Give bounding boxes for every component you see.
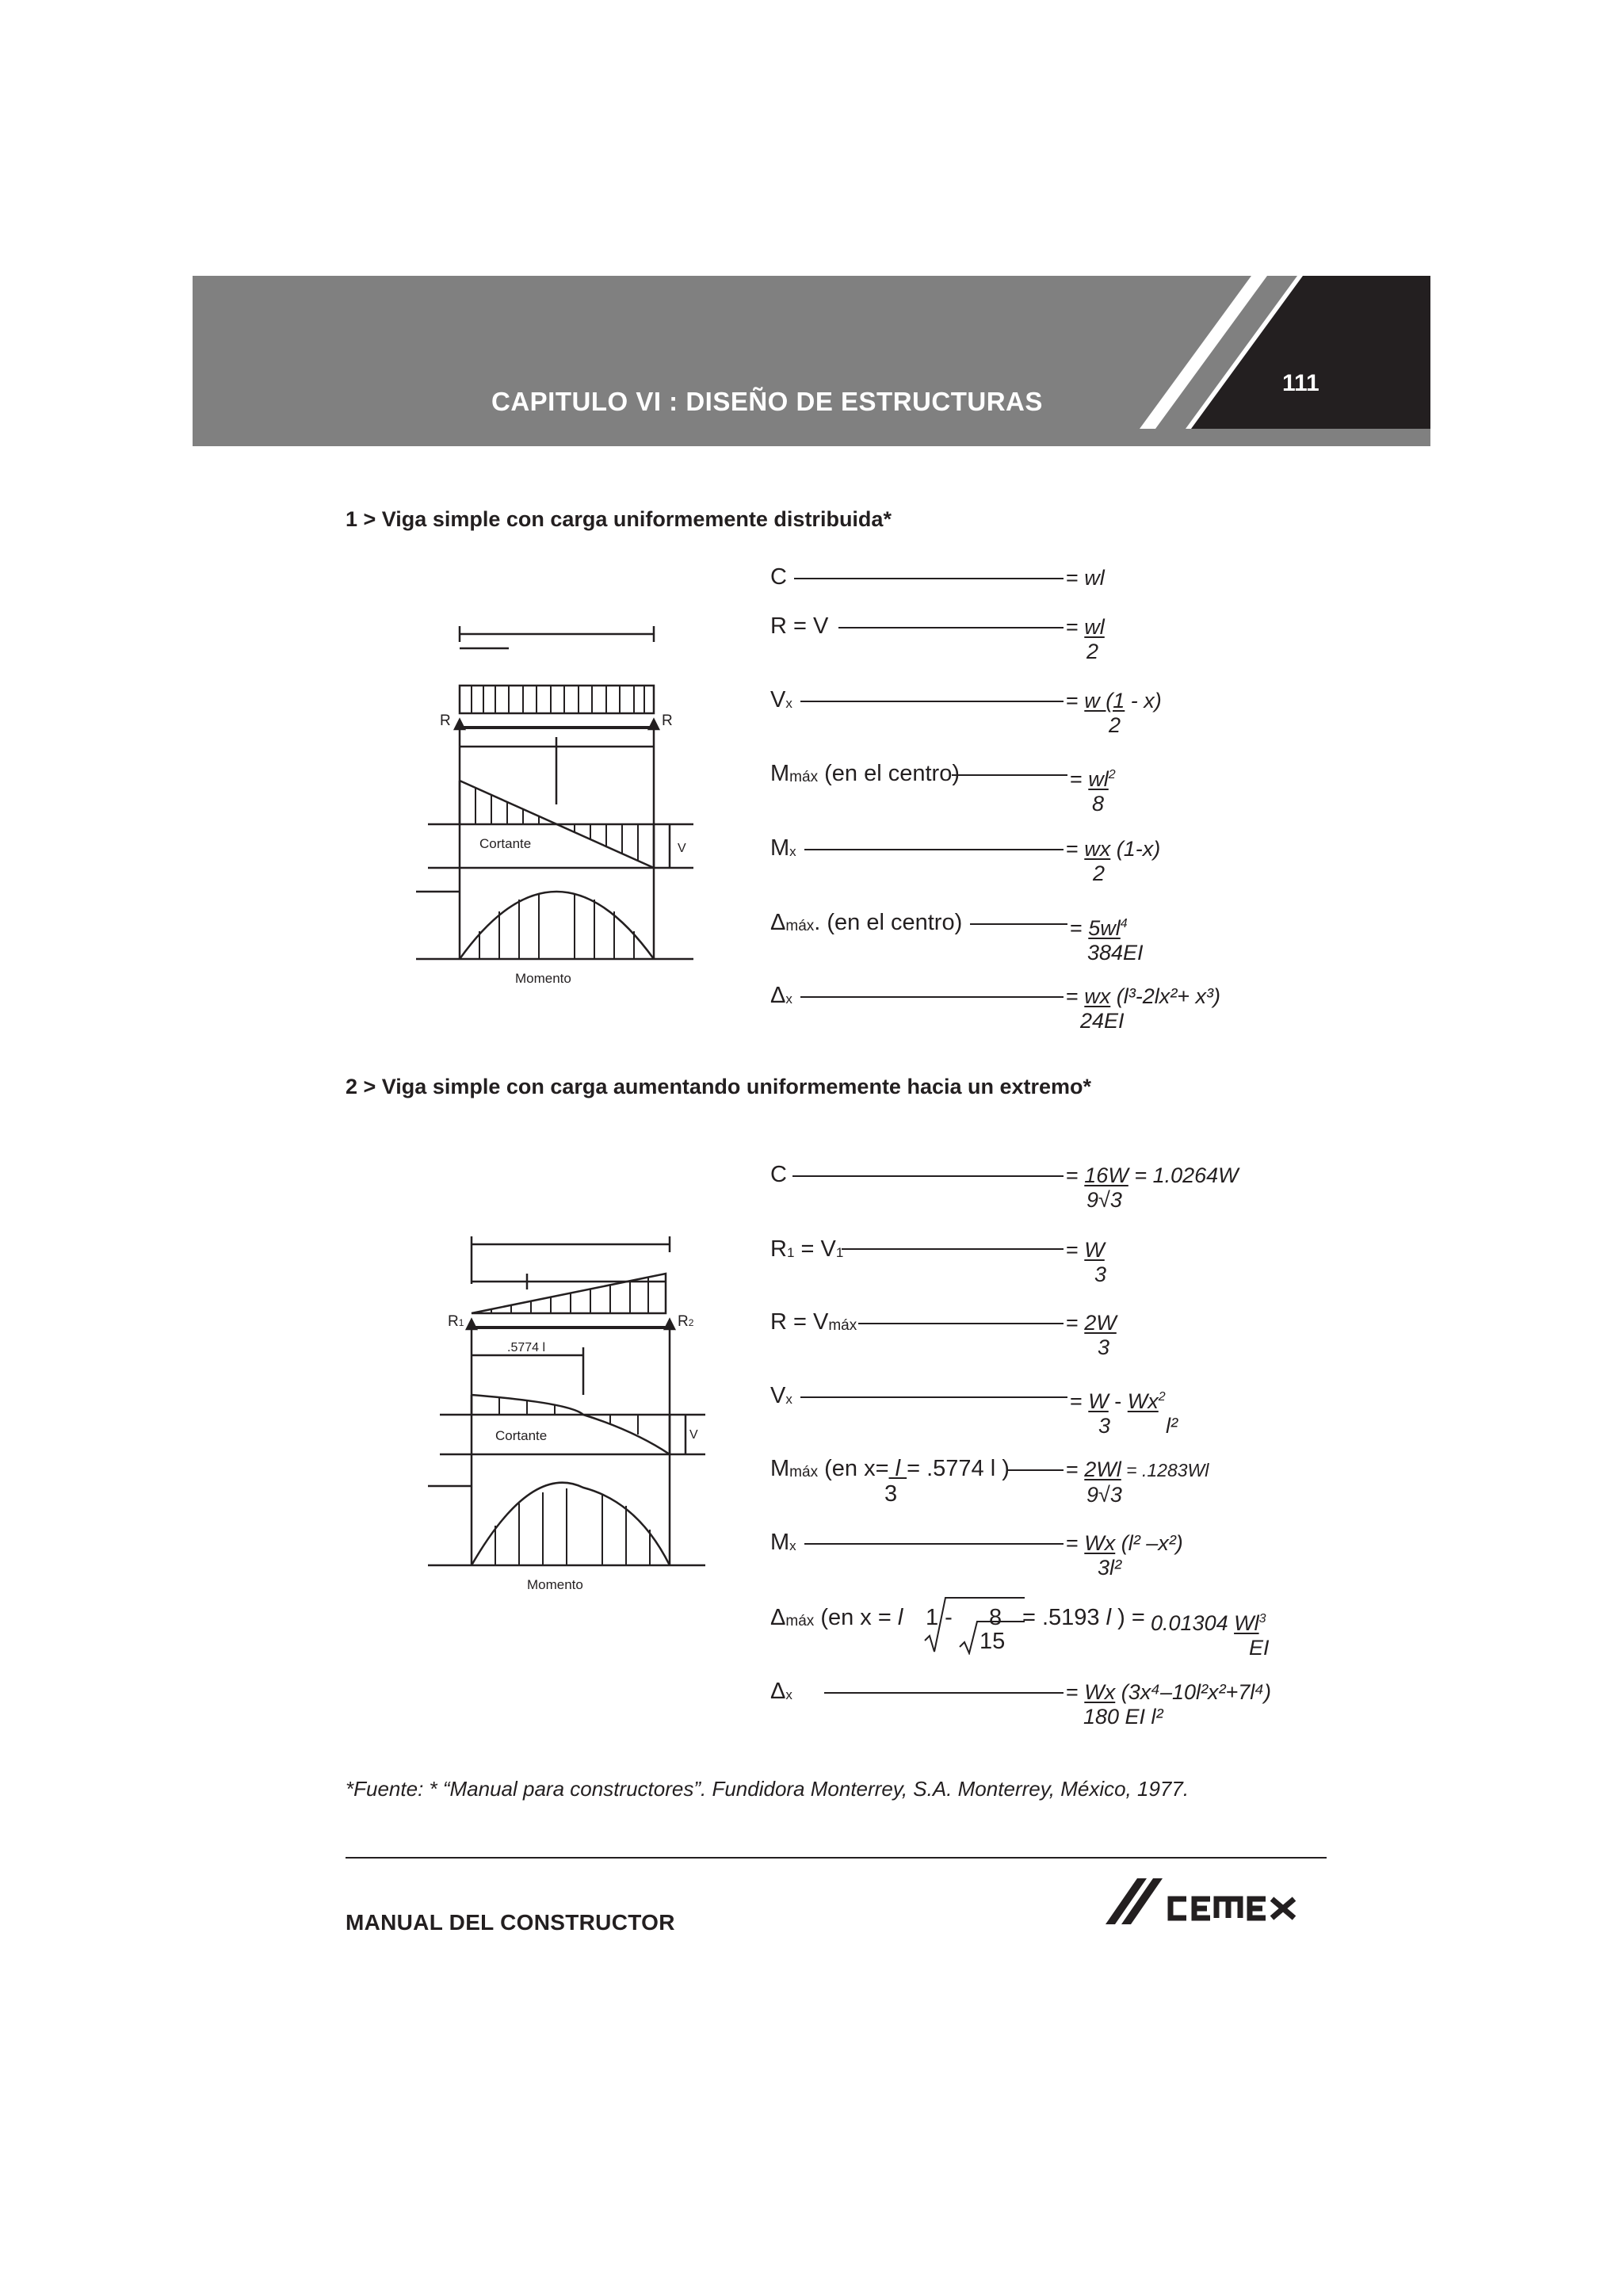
shear-label: Cortante <box>495 1428 548 1443</box>
formula-value: = Wx (3x⁴–10l²x²+7l⁴) 180 EI l² <box>1066 1680 1271 1729</box>
leader-line <box>1006 1469 1064 1471</box>
formula-value: = 2W 3 <box>1066 1311 1117 1359</box>
formula-value: = w (1 - x) 2 <box>1066 689 1162 737</box>
distance-label: .5774 l <box>507 1341 546 1354</box>
leader-line <box>800 996 1064 998</box>
formula-value: = 2Wl = .1283Wl 9√3 <box>1066 1457 1209 1507</box>
formula-label: $R_1 = V_1$ <box>770 1236 844 1262</box>
support-label-r2: R2 <box>678 1313 694 1330</box>
manual-title: MANUAL DEL CONSTRUCTOR <box>346 1910 675 1935</box>
formula-value: = wx (l³-2lx²+ x³) 24EI <box>1066 984 1221 1033</box>
leader-line <box>952 774 1067 776</box>
leader-line <box>800 701 1064 702</box>
formula-label: $V_x$ <box>770 687 792 712</box>
chapter-header <box>193 276 1430 446</box>
leader-line <box>800 1396 1067 1398</box>
formula-label: $\Delta_{máx}$ (en x = l <box>770 1605 903 1630</box>
leader-line <box>804 1543 1064 1545</box>
formula-value: = wl 2 <box>1066 615 1105 663</box>
formula-label: C <box>770 1162 787 1187</box>
formula-label: $V_x$ <box>770 1383 792 1408</box>
formula-label: $\Delta_{máx}$. (en el centro) <box>770 910 963 935</box>
leader-line <box>824 1692 1064 1694</box>
formula-label: $M_{máx}$ (en x= l = .5774 l ) <box>770 1456 1010 1481</box>
formula-label: R = V <box>770 613 829 639</box>
leader-line <box>838 627 1064 628</box>
shear-tag: V <box>678 842 686 855</box>
support-label-r-left: R <box>440 712 451 729</box>
root-one-minus: 1 - <box>926 1605 953 1630</box>
formula-value: = Wx (l² –x²) 3l² <box>1066 1531 1183 1580</box>
formula-label: $\Delta_x$ <box>770 983 792 1008</box>
leader-line <box>794 578 1064 579</box>
leader-line <box>842 1248 1064 1250</box>
fraction-denominator: 3 <box>884 1481 898 1507</box>
formula-label: $M_x$ <box>770 1530 796 1555</box>
formula-label: $\Delta_x$ <box>770 1679 792 1704</box>
leader-line <box>792 1175 1064 1177</box>
triangular-load-beam-diagram <box>412 1224 721 1601</box>
footer-divider <box>346 1857 1327 1859</box>
shear-label: Cortante <box>479 836 532 851</box>
section-1-title: 1 > Viga simple con carga uniformemente distribuida* <box>346 507 892 531</box>
leader-line <box>804 849 1064 850</box>
formula-label: $M_x$ <box>770 835 796 861</box>
leader-line <box>970 923 1067 925</box>
root-denominator: 15 <box>980 1629 1006 1654</box>
formula-value: = $5wl^4$ 384EI <box>1070 916 1144 965</box>
support-label-r-right: R <box>662 712 673 729</box>
formula-value: = $wl^2$ 8 <box>1070 767 1116 816</box>
formula-value: = wx (1-x) 2 <box>1066 837 1161 885</box>
formula-value: = W 3 <box>1066 1238 1107 1286</box>
moment-label: Momento <box>527 1577 583 1592</box>
root-numerator: 8 <box>989 1605 1002 1630</box>
formula-value: 0.01304 Wl$^3$ EI <box>1151 1611 1270 1660</box>
formula-value: = W - Wx$^2$ 3 l² <box>1070 1389 1178 1438</box>
uniform-load-beam-diagram <box>400 610 709 991</box>
formula-label: $R = V_{máx}$ <box>770 1309 857 1335</box>
source-footnote: *Fuente: * “Manual para constructores”. Fundidora Monterrey, S.A. Monterrey, México, 1977. <box>346 1777 1190 1801</box>
support-label-r1: R1 <box>448 1313 464 1330</box>
formula-value: = wl <box>1066 566 1105 590</box>
chapter-title: CAPITULO VI : DISEÑO DE ESTRUCTURAS <box>491 387 1043 416</box>
moment-label: Momento <box>515 971 571 986</box>
shear-tag: V <box>689 1428 698 1442</box>
cemex-logo-mark <box>1106 1875 1312 1942</box>
header-band <box>193 276 1430 446</box>
formula-label-tail: = .5193 l ) = <box>1022 1605 1145 1630</box>
section-2-title: 2 > Viga simple con carga aumentando uniformemente hacia un extremo* <box>346 1075 1092 1098</box>
leader-line <box>858 1323 1064 1324</box>
formula-label: $M_{máx}$ (en el centro) <box>770 761 960 786</box>
formula-value: = 16W = 1.0264W 9√3 <box>1066 1163 1239 1212</box>
page-number: 111 <box>1282 370 1319 396</box>
formula-label: C <box>770 564 787 590</box>
cemex-logo <box>1106 1875 1312 1946</box>
